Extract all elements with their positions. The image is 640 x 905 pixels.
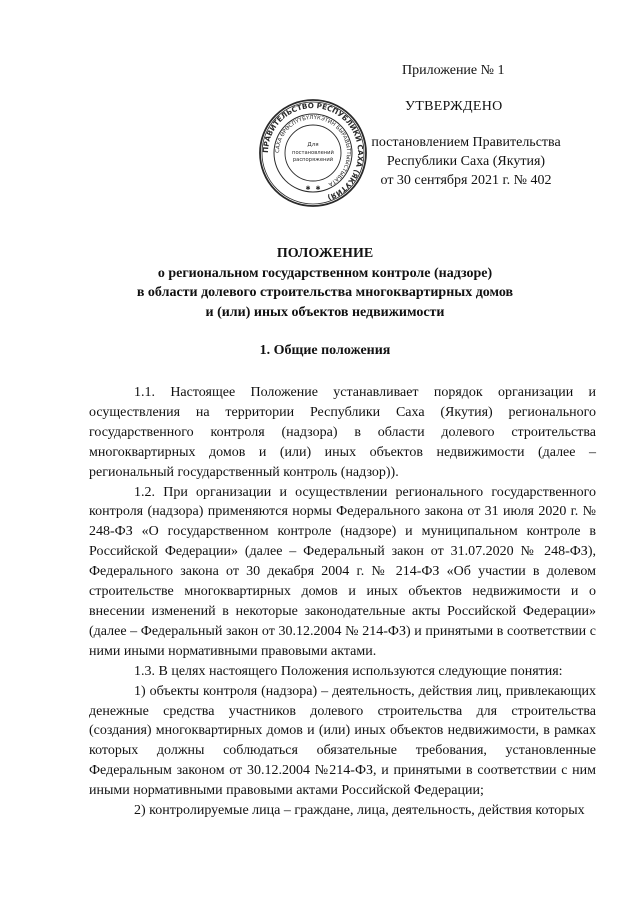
seal-star-icon: ✱: [305, 186, 311, 192]
paragraph: 1.2. При организации и осуществлении регионального государственного контроля (надзора) применяются нормы Федерального закона от 31 июля 2020 г. № 248-ФЗ «О государственном контроле (надзоре) и муниципальном контроле в Российской Федерации» (далее – Федеральный закон от 31.07.2020 № 248-ФЗ), Федерального закона от 30 декабря 2004 г. № 214-ФЗ «Об участии в долевом строительстве многоквартирных домов и иных объектов недвижимости и о внесении изменений в некоторые законодательные акты Российской Федерации» (далее – Федеральный закон от 30.12.2004 № 214-ФЗ) и принятыми в соответствии с ними иными нормативными правовыми актами.: [89, 484, 596, 659]
paragraph: 2) контролируемые лица – граждане, лица, деятельность, действия которых: [134, 803, 585, 819]
official-seal: [258, 98, 368, 208]
approved-stamp-text: УТВЕРЖДЕНО: [405, 99, 503, 114]
paragraph: 1.3. В целях настоящего Положения используются следующие понятия:: [134, 663, 563, 679]
title-line: в области долевого строительства многоквартирных домов: [136, 285, 514, 300]
seal-inner-text: САХА ӨРӨСПҮҮБҮЛҮКЭТИН БЫРАВЫТТЫЫСТЫБАТА: [274, 114, 352, 187]
decree-line: постановлением Правительства: [371, 135, 561, 150]
title-line: и (или) иных объектов недвижимости: [205, 304, 445, 320]
decree-line: Республики Саха (Якутия): [386, 154, 546, 169]
paragraph: 1) объекты контроля (надзора) – деятельность, действия лиц, привлекающих денежные средства участников долевого строительства для строительства (создания) многоквартирных домов и (или) иных объектов недвижимости, в рамках которых должны соблюдаться обязательные требования, установленные Федеральным законом от 30.12.2004 №214-ФЗ, и принятыми в соответствии с ним иными нормативными правовыми актами Российской Федерации;: [89, 683, 596, 799]
seal-center-line: постановлений: [292, 150, 334, 156]
decree-reference: [346, 133, 586, 190]
seal-center-line: распоряжений: [292, 157, 334, 163]
seal-star-icon: ✱: [315, 186, 321, 192]
title-line: ПОЛОЖЕНИЕ: [276, 246, 374, 261]
section-heading: 1. Общие положения: [259, 343, 391, 358]
section-body: [89, 383, 596, 821]
title-line: о региональном государственном контроле (надзоре): [157, 265, 493, 281]
seal-center-line: Для: [307, 142, 319, 148]
decree-line: от 30 сентября 2021 г. № 402: [380, 173, 552, 188]
appendix-label: Приложение № 1: [402, 63, 505, 78]
paragraph: 1.1. Настоящее Положение устанавливает порядок организации и осуществления на территории Республики Саха (Якутия) регионального государственного контроля (надзора) в области долевого строительства многоквартирных домов и (или) иных объектов недвижимости (далее – региональный государственный контроль (надзор)).: [89, 385, 596, 480]
document-title: [60, 244, 590, 322]
seal-outer-text: ПРАВИТЕЛЬСТВО РЕСПУБЛИКИ САХА (ЯКУТИЯ): [260, 100, 366, 203]
